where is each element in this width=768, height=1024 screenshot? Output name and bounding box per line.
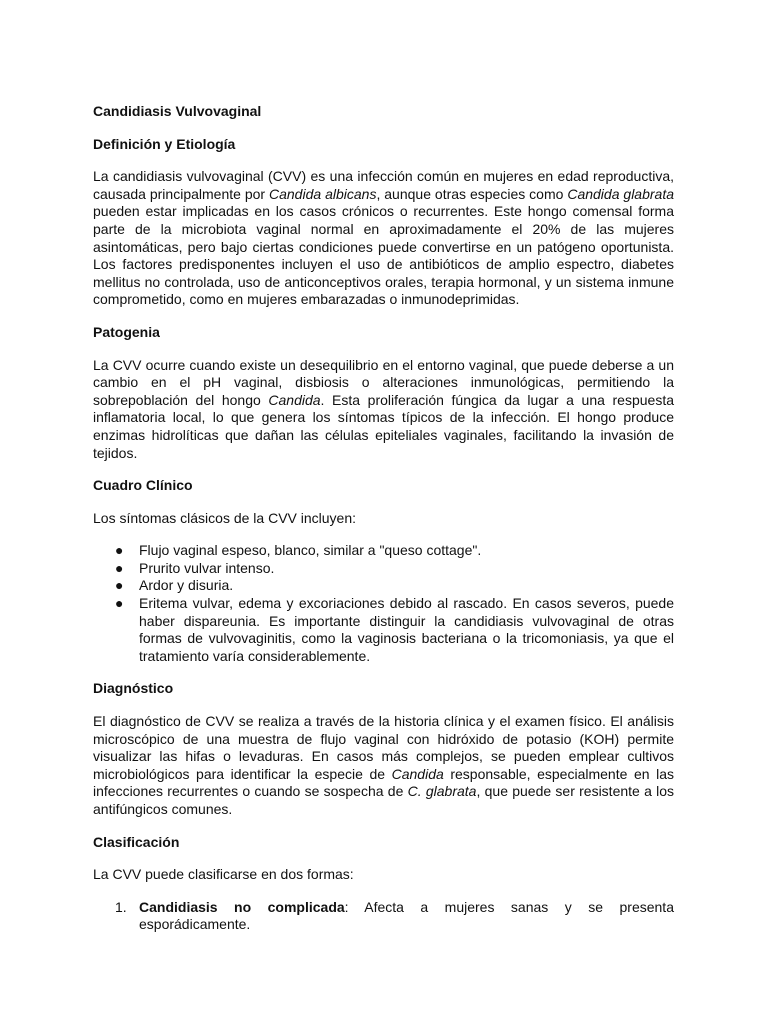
bullet-icon: ● — [115, 595, 124, 612]
paragraph-cuadro-intro: Los síntomas clásicos de la CVV incluyen: — [93, 509, 357, 526]
bullet-icon: ● — [115, 542, 124, 559]
heading-cuadro-clinico: Cuadro Clínico — [93, 477, 193, 494]
heading-diagnostico: Diagnóstico — [93, 680, 174, 697]
heading-patogenia: Patogenia — [93, 323, 160, 340]
classification-list — [93, 899, 674, 934]
bullet-icon: ● — [115, 577, 124, 594]
heading-definicion: Definición y Etiología — [93, 135, 236, 152]
list-item: ● Flujo vaginal espeso, blanco, similar a "queso cottage". — [115, 542, 482, 559]
list-item: ● Prurito vulvar intenso. — [115, 559, 275, 576]
paragraph-clasificacion-intro: La CVV puede clasificarse en dos formas: — [93, 866, 354, 883]
heading-clasificacion: Clasificación — [93, 833, 180, 850]
list-item: 1. Candidiasis no complicada: Afecta a mujeres sanas y se presenta esporádicamente. — [115, 898, 674, 933]
paragraph-diagnostico: El diagnóstico de CVV se realiza a través de la historia clínica y el examen físico. El análisis microscópico de una muestra de flujo vaginal con hidróxido de potasio (KOH) permite visualizar las hifas o levaduras. En casos más complejos, se pueden emplear cultivos microbiológicos para identificar la especie de Candida responsable, especialmente en las infecciones recurrentes o cuando se sospecha de C. glabrata, que puede ser resistente a los antifúngicos comunes. — [93, 713, 675, 817]
bullet-icon: ● — [115, 559, 124, 576]
list-item: ● Ardor y disuria. — [115, 577, 234, 594]
paragraph-definicion: La candidiasis vulvovaginal (CVV) es una infección común en mujeres en edad reproductiva, causada principalmente por Candida albicans, aunque otras especies como Candida glabrata pueden estar implicadas en los casos crónicos o recurrentes. Este hongo comensal forma parte de la microbiota vaginal normal en aproximadamente el 20% de las mujeres asintomáticas, pero bajo ciertas condiciones puede convertirse en un patógeno oportunista. Los factores predisponentes incluyen el uso de antibióticos de amplio espectro, diabetes mellitus no controlada, uso de anticonceptivos orales, terapia hormonal, y un sistema inmune comprometido, como en mujeres embarazadas o inmunodeprimidas. — [93, 168, 675, 308]
list-number: 1. — [115, 898, 127, 915]
symptom-list — [93, 542, 674, 665]
list-item: ● Eritema vulvar, edema y excoriaciones debido al rascado. En casos severos, puede haber dispareunia. Es importante distinguir la candidiasis vulvovaginal de otras formas de vulvovaginitis, como la vaginosis bacteriana o la tricomoniasis, ya que el tratamiento varía considerablemente. — [115, 595, 674, 664]
document-title: Candidiasis Vulvovaginal — [93, 103, 262, 119]
paragraph-patogenia: La CVV ocurre cuando existe un desequilibrio en el entorno vaginal, que puede deberse a un cambio en el pH vaginal, disbiosis o alteraciones inmunológicas, permitiendo la sobrepoblación del hongo Candida. Esta proliferación fúngica da lugar a una respuesta inflamatoria local, lo que genera los síntomas típicos de la infección. El hongo produce enzimas hidrolíticas que dañan las células epiteliales vaginales, facilitando la invasión de tejidos. — [93, 356, 674, 461]
